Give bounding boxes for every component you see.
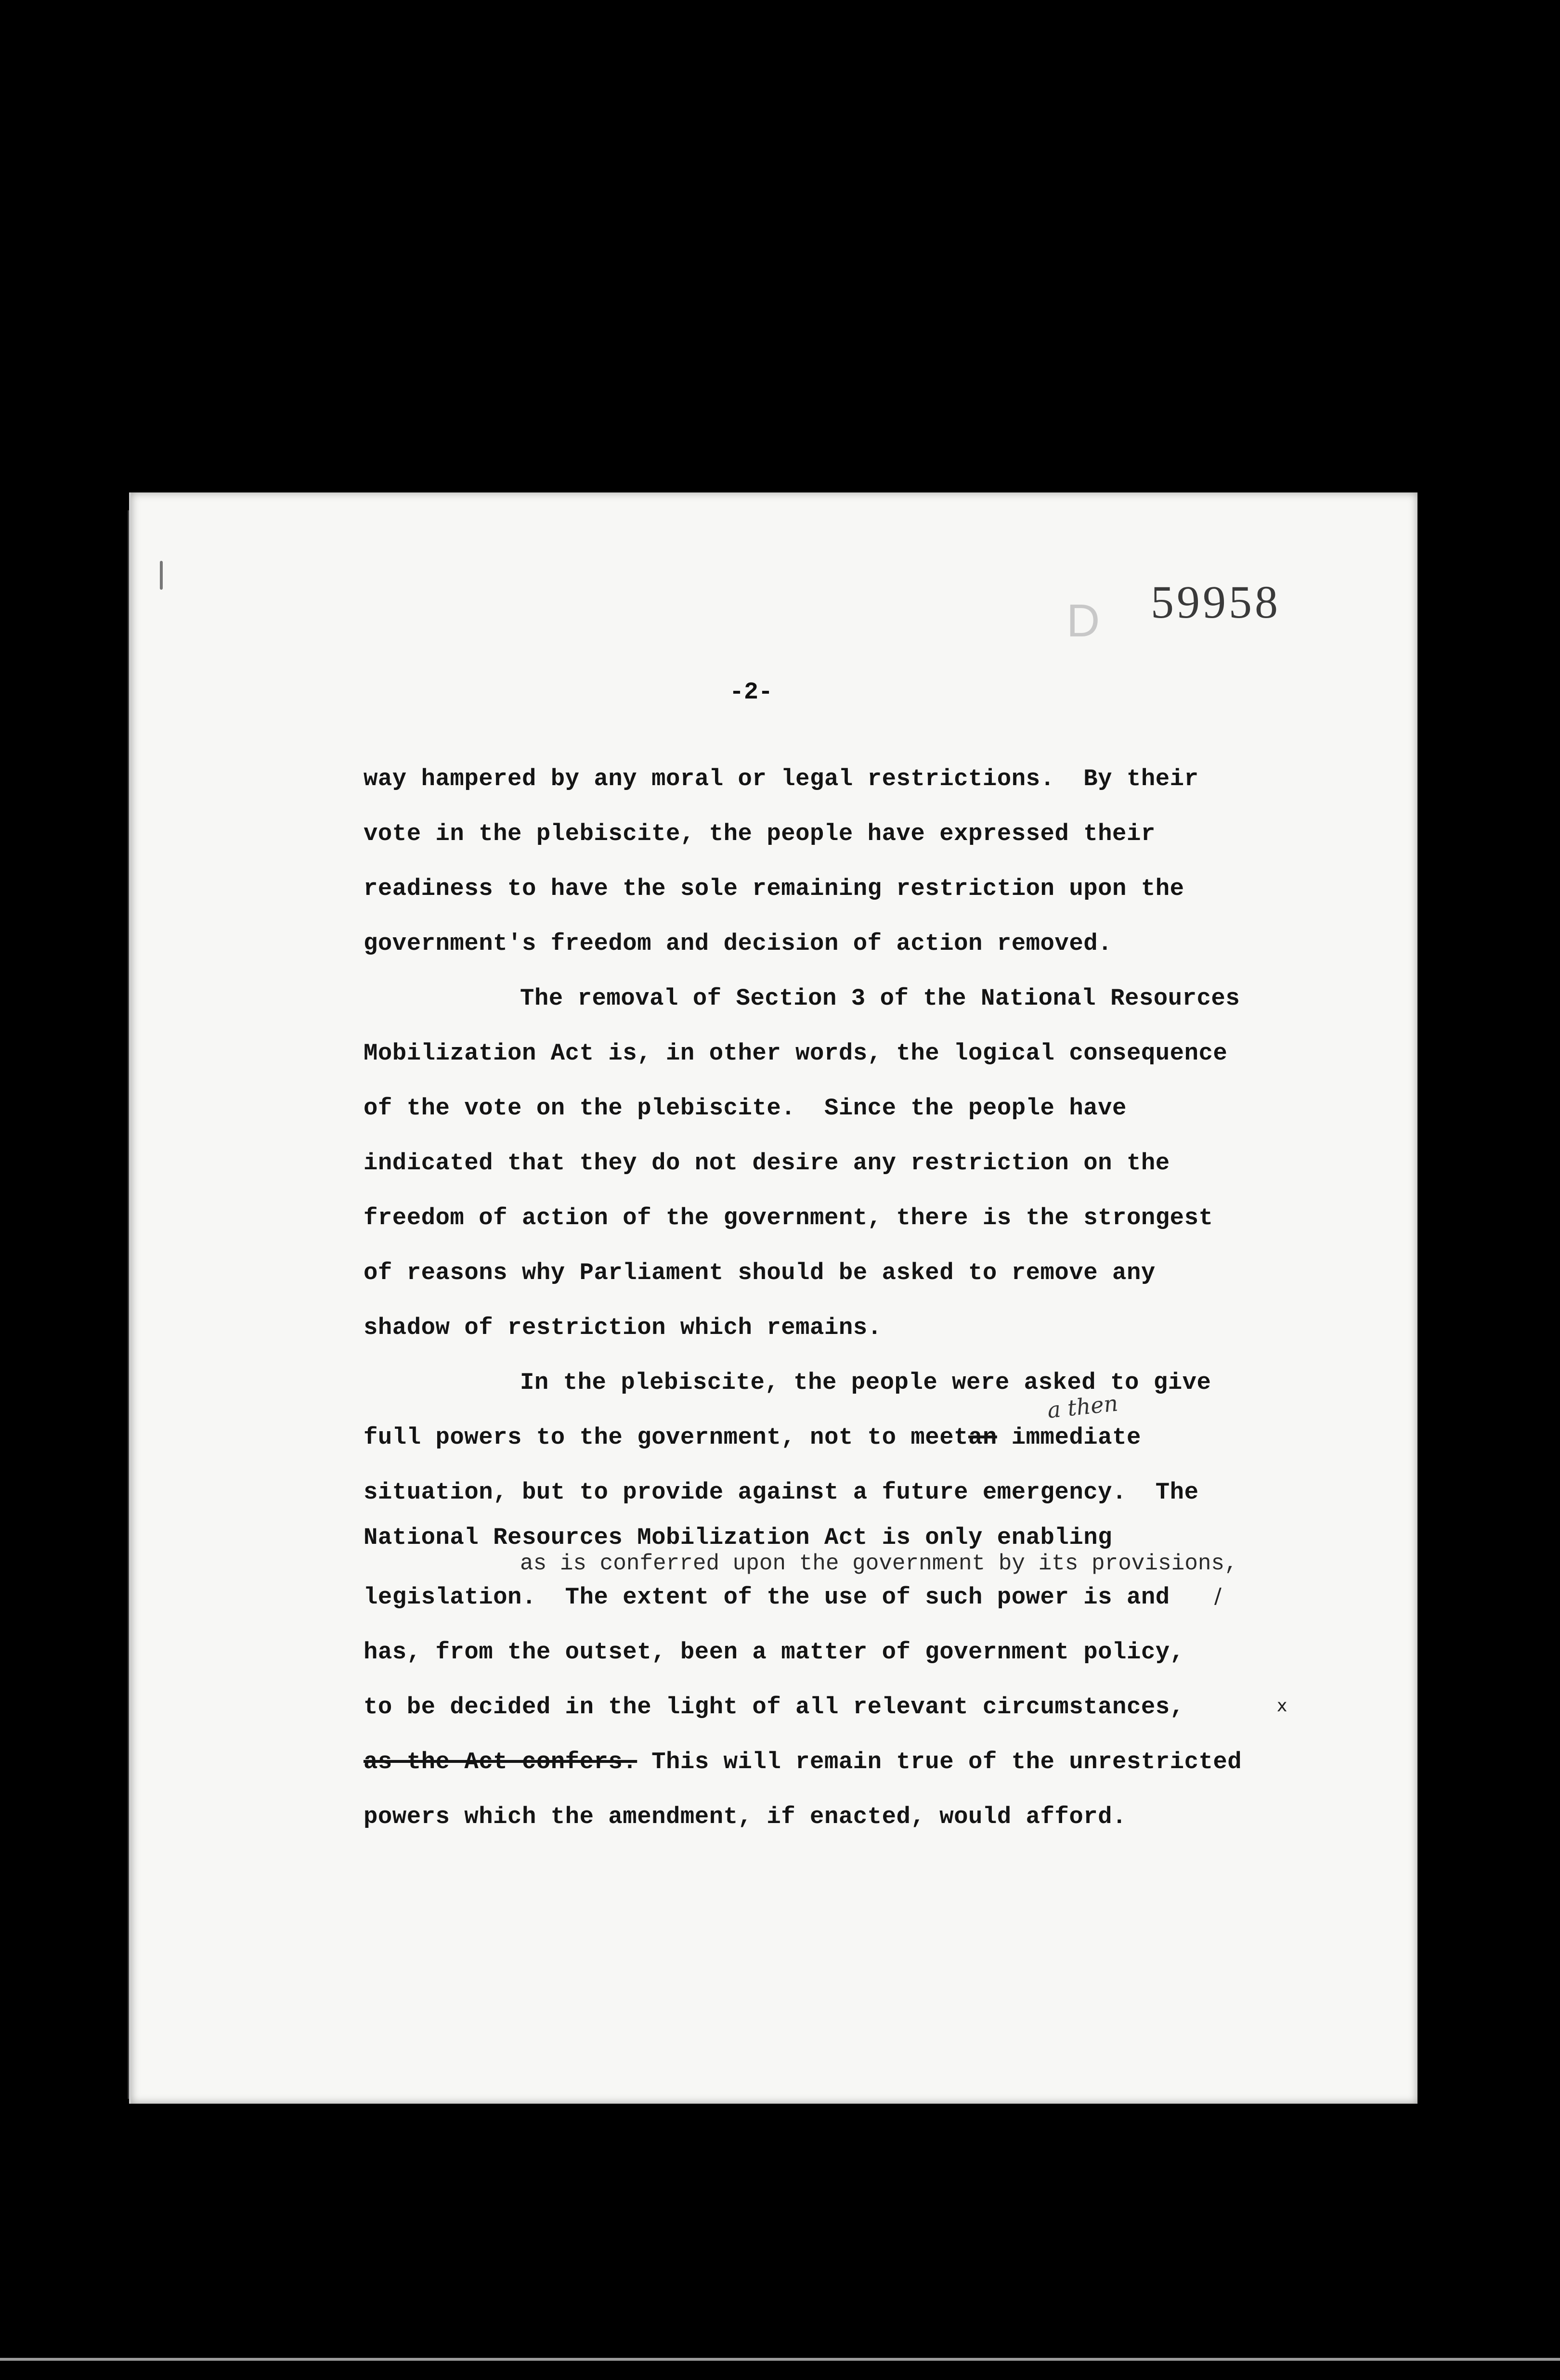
text-line: of reasons why Parliament should be asked to remove any [364,1259,1156,1286]
text-line-part: legislation. The extent of the use of such power [364,1584,1069,1611]
text-line: readiness to have the sole remaining restriction upon the [364,875,1184,902]
text-line-part: full powers to the government, not to meet [364,1424,969,1451]
text-line: indicated that they do not desire any restriction on the [364,1150,1170,1177]
correction-mark: x [1277,1696,1287,1716]
page-number: -2- [729,679,773,706]
text-line: of the vote on the plebiscite. Since the people have [364,1095,1127,1122]
text-line: government's freedom and decision of action removed. [364,930,1113,957]
text-line-part: immediate [997,1424,1141,1451]
handwritten-insertion: a then [1046,1390,1119,1423]
text-line: In the plebiscite, the people were asked to give [520,1369,1211,1396]
text-line: powers which the amendment, if enacted, would afford. [364,1803,1127,1830]
text-line: The removal of Section 3 of the National Resources [520,985,1240,1012]
text-line-part: This will remain true of the unrestricted [637,1748,1242,1775]
text-line [364,1748,1242,1775]
text-line [364,1424,1141,1451]
struck-word: an [968,1424,997,1451]
scan-bottom-border [0,2358,1560,2361]
text-line: Mobilization Act is, in other words, the logical consequence [364,1040,1228,1067]
text-line: freedom of action of the government, there is the strongest [364,1204,1213,1231]
paper-page [129,492,1417,2104]
text-line: situation, but to provide against a future emergency. The [364,1479,1199,1506]
text-line: to be decided in the light of all relevant circumstances, [364,1694,1184,1720]
text-line: vote in the plebiscite, the people have expressed their [364,820,1156,847]
text-line: way hampered by any moral or legal restrictions. By their [364,765,1199,792]
text-line-part: is and [1069,1584,1170,1611]
document-stamp-letter: D [1066,595,1101,647]
insertion-caret: / [1214,1584,1222,1608]
typed-insertion: as is conferred upon the government by its provisions, [520,1551,1238,1576]
text-line: has, from the outset, been a matter of government policy, [364,1639,1184,1666]
struck-phrase: as the Act confers. [364,1748,637,1775]
margin-mark [160,561,163,590]
text-line [364,1584,1170,1611]
document-number: 59958 [1151,576,1281,628]
text-line: National Resources Mobilization Act is only enabling [364,1524,1113,1551]
text-line: shadow of restriction which remains. [364,1314,882,1341]
